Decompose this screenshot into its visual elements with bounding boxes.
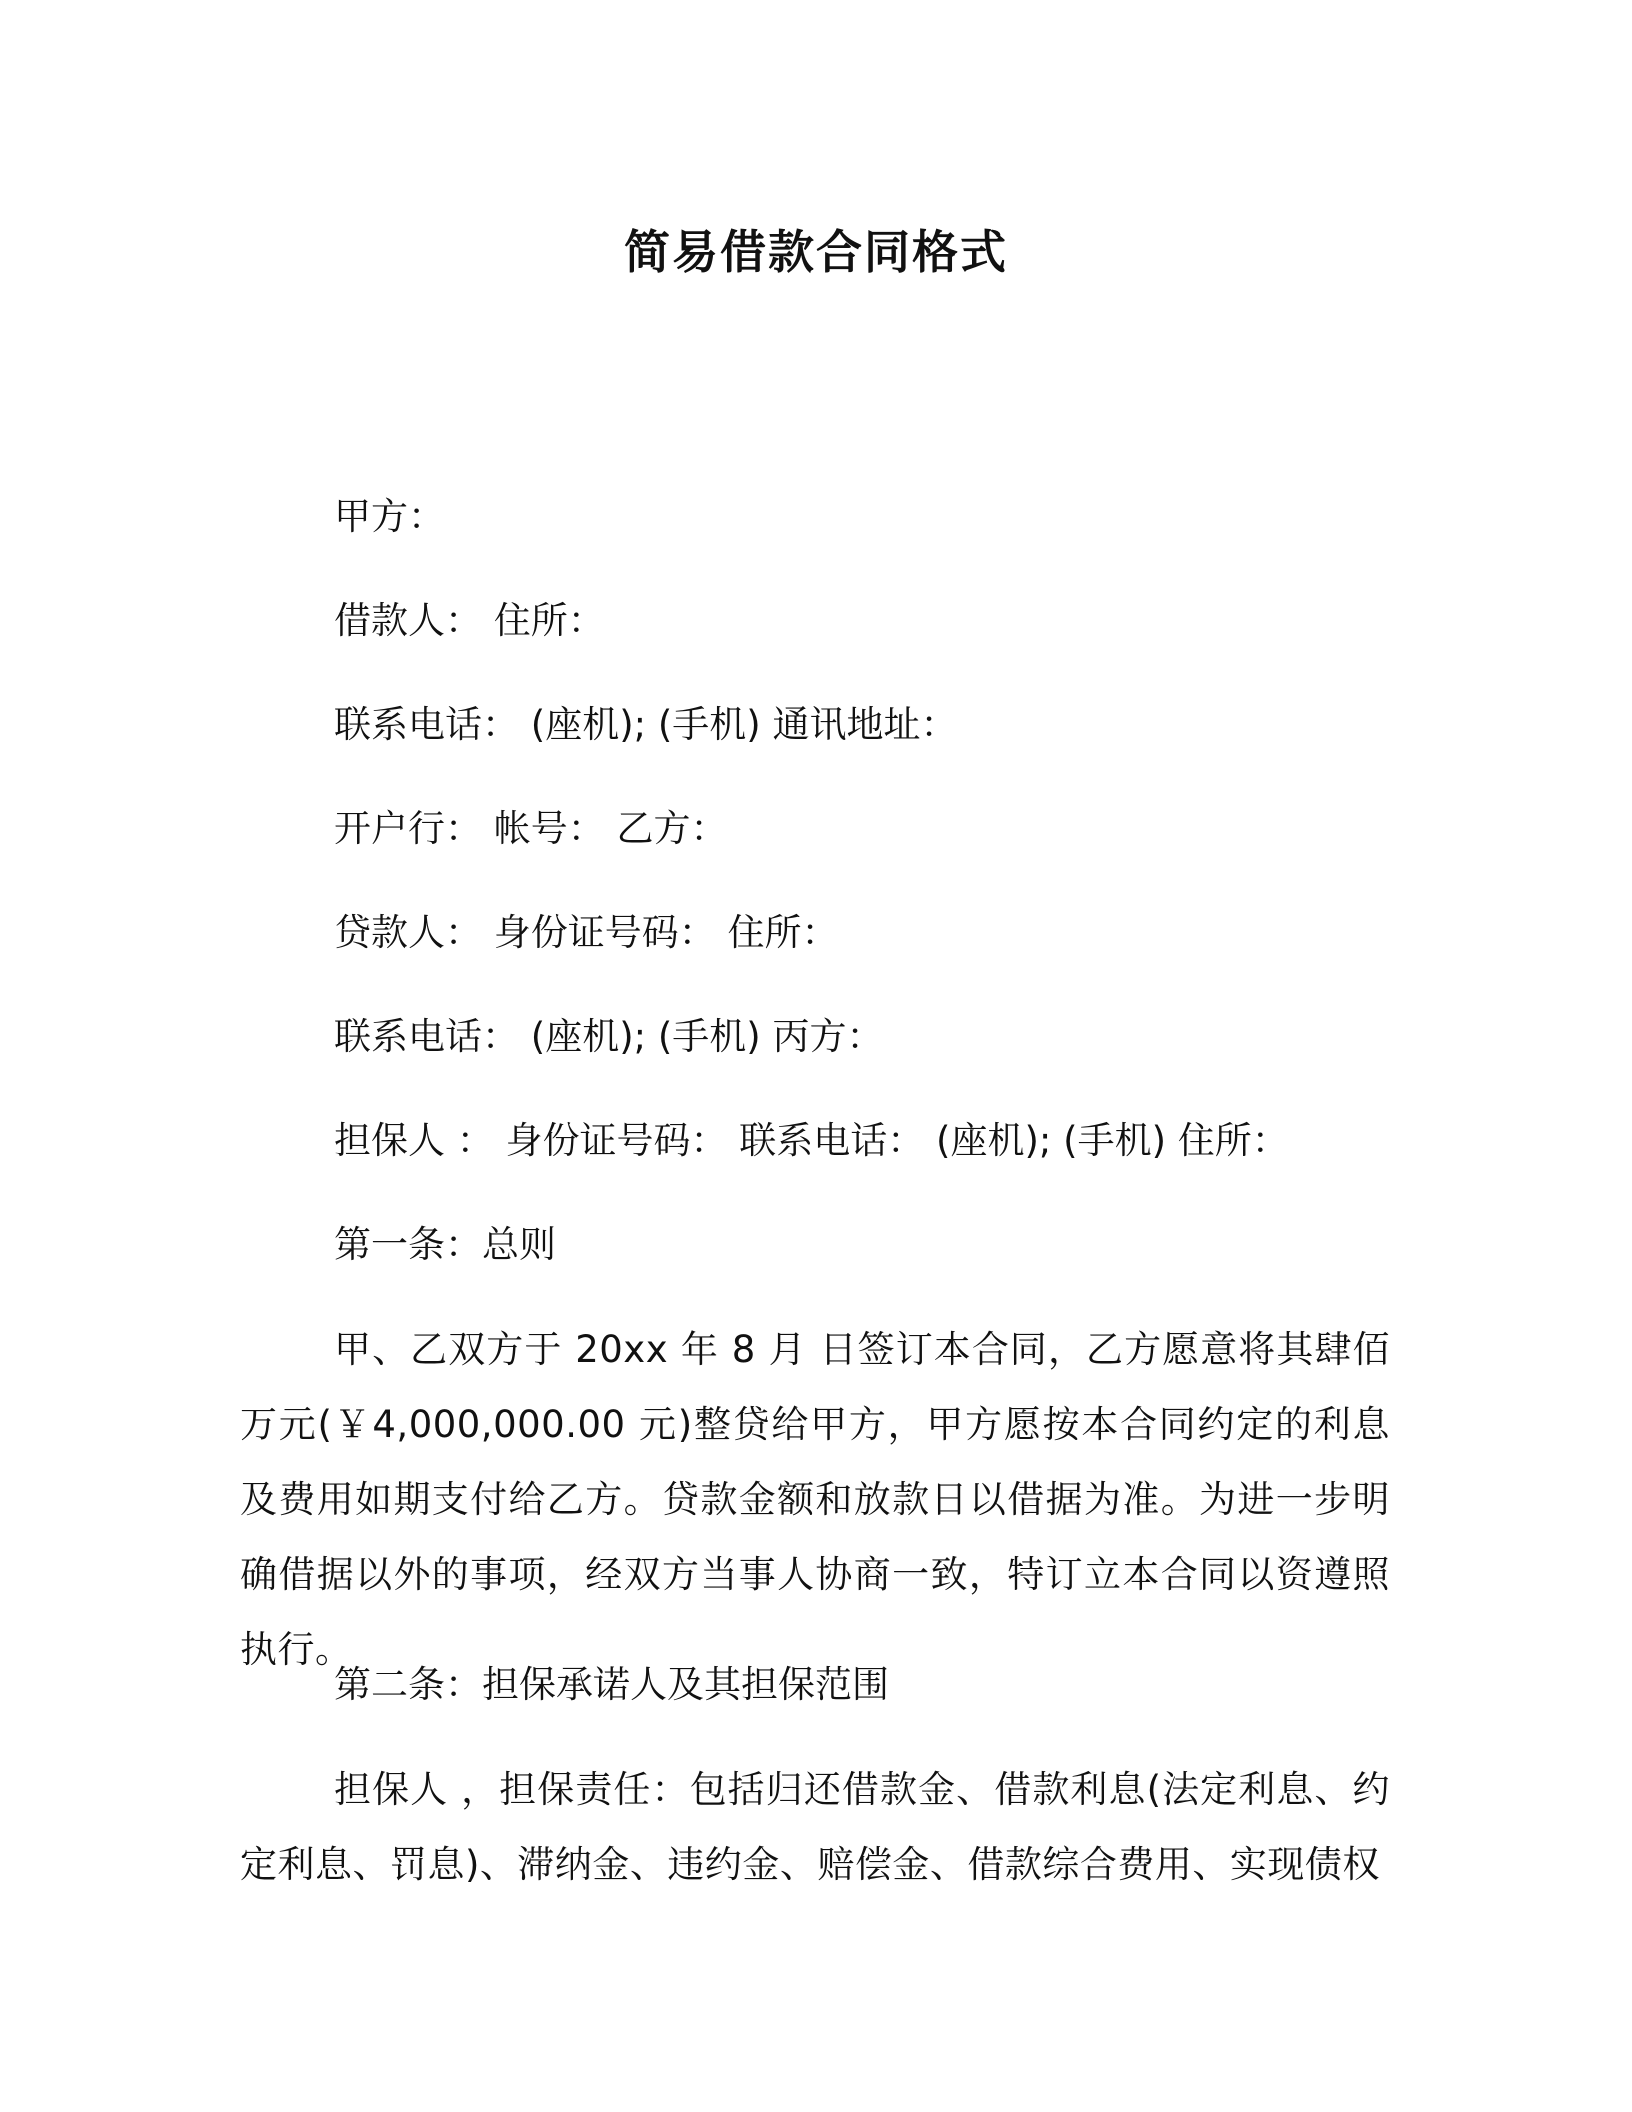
article-2-body: 担保人 ，担保责任：包括归还借款金、借款利息(法定利息、约定利息、罚息)、滞纳金、违约金、赔偿金、借款综合费用、实现债权 <box>240 1768 1390 1886</box>
party-b-contact-line: 联系电话： (座机); (手机) 丙方： <box>334 1015 884 1058</box>
party-a-line: 甲方： <box>334 495 445 538</box>
borrower-line: 借款人： 住所： <box>334 599 605 642</box>
guarantor-line: 担保人 ： 身份证号码： 联系电话： (座机); (手机) 住所： <box>334 1119 1289 1162</box>
article-1-heading: 第一条：总则 <box>334 1223 556 1266</box>
lender-line: 贷款人： 身份证号码： 住所： <box>334 911 839 954</box>
bank-account-line: 开户行： 帐号： 乙方： <box>334 807 728 850</box>
document-title: 简易借款合同格式 <box>624 225 1008 279</box>
party-a-contact-line: 联系电话： (座机); (手机) 通讯地址： <box>334 703 958 746</box>
article-2-heading: 第二条：担保承诺人及其担保范围 <box>334 1663 889 1706</box>
article-1-body: 甲、乙双方于 20xx 年 8 月 日签订本合同，乙方愿意将其肆佰万元(￥4,000,000.00 元)整贷给甲方，甲方愿按本合同约定的利息及费用如期支付给乙方。贷款金额和放款日以借据为准。为进一步明确借据以外的事项，经双方当事人协商一致，特订立本合同以资遵照执行。 <box>240 1328 1390 1671</box>
